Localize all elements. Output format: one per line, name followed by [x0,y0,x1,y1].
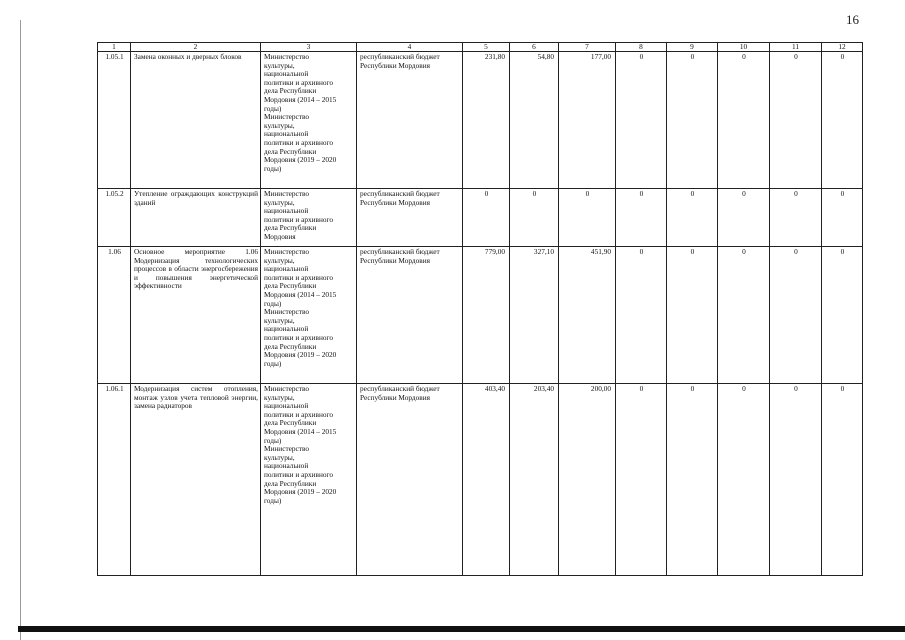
row-value: 0 [667,384,718,576]
executor-line: культуры, [264,452,295,462]
row-value: 0 [616,247,667,384]
executor-line: Мордовия [264,231,296,241]
row-source: республиканский бюджет Республики Мордовия [357,247,463,384]
executor-line: культуры, [264,197,295,207]
row-code: 1.05.2 [98,189,131,247]
row-value: 0 [718,52,770,189]
col-header: 10 [718,43,770,52]
col-header: 12 [822,43,863,52]
row-value: 0 [822,52,863,189]
row-value: 0 [616,52,667,189]
col-header: 9 [667,43,718,52]
executor-line: Министерство [264,112,309,122]
row-executor [261,247,357,384]
row-value: 0 [822,247,863,384]
executor-line: годы) [264,435,282,445]
col-header: 3 [261,43,357,52]
executor-line: политики и архивного [264,409,333,419]
executor-line: национальной [264,324,309,334]
table-row [98,52,863,189]
col-header: 4 [357,43,463,52]
executor-line: политики и архивного [264,214,333,224]
program-table [97,42,863,576]
row-value: 231,80 [463,52,510,189]
executor-line: национальной [264,461,309,471]
executor-line: дела Республики [264,281,317,291]
row-name: Основное мероприятие 1.06 Модернизация технологических процессов в области энергосбережения и повышения энергетической эффективности [131,247,261,384]
executor-line: Министерство [264,444,309,454]
row-name: Модернизация систем отопления, монтаж узлов учета тепловой энергии, замена радиаторов [131,384,261,576]
executor-line: Мордовия (2019 – 2020 [264,350,337,360]
executor-line: годы) [264,103,282,113]
executor-line: политики и архивного [264,77,333,87]
left-margin-line [20,20,21,640]
row-code: 1.05.1 [98,52,131,189]
col-header: 11 [770,43,822,52]
row-source: республиканский бюджет Республики Мордовия [357,384,463,576]
row-source: республиканский бюджет Республики Мордовия [357,189,463,247]
column-number-row [98,43,863,52]
row-value: 0 [667,247,718,384]
row-value: 0 [718,384,770,576]
row-value: 0 [770,189,822,247]
row-value: 203,40 [510,384,559,576]
row-value: 0 [770,384,822,576]
row-value: 0 [667,52,718,189]
executor-line: культуры, [264,392,295,402]
col-header: 2 [131,43,261,52]
executor-line: Мордовия (2019 – 2020 [264,155,337,165]
table-row [98,189,863,247]
executor-line: годы) [264,495,282,505]
executor-line: политики и архивного [264,137,333,147]
executor-line: дела Республики [264,341,317,351]
executor-line: годы) [264,163,282,173]
table-row [98,384,863,576]
executor-line: национальной [264,129,309,139]
executor-line: культуры, [264,60,295,70]
row-executor [261,189,357,247]
row-value: 0 [770,52,822,189]
row-value: 0 [822,189,863,247]
row-code: 1.06.1 [98,384,131,576]
executor-line: дела Республики [264,223,317,233]
row-value: 451,90 [559,247,616,384]
executor-line: политики и архивного [264,469,333,479]
row-value: 0 [616,384,667,576]
col-header: 8 [616,43,667,52]
executor-line: Мордовия (2014 – 2015 [264,289,337,299]
row-source: республиканский бюджет Республики Мордовия [357,52,463,189]
executor-line: политики и архивного [264,272,333,282]
executor-line: Министерство [264,247,309,256]
row-value: 0 [559,189,616,247]
row-code: 1.06 [98,247,131,384]
col-header: 7 [559,43,616,52]
executor-line: годы) [264,358,282,368]
col-header: 6 [510,43,559,52]
row-value: 0 [822,384,863,576]
row-executor [261,52,357,189]
executor-line: национальной [264,401,309,411]
executor-line: культуры, [264,120,295,130]
executor-line: дела Республики [264,418,317,428]
row-value: 0 [616,189,667,247]
row-value: 0 [718,247,770,384]
scan-bottom-edge [18,626,905,632]
executor-line: дела Республики [264,478,317,488]
executor-line: Мордовия (2014 – 2015 [264,94,337,104]
executor-line: политики и архивного [264,332,333,342]
executor-line: Министерство [264,307,309,317]
row-value: 200,00 [559,384,616,576]
row-executor [261,384,357,576]
row-value: 54,80 [510,52,559,189]
executor-line: культуры, [264,315,295,325]
executor-line: Мордовия (2014 – 2015 [264,426,337,436]
executor-line: годы) [264,298,282,308]
executor-line: дела Республики [264,86,317,96]
executor-line: Министерство [264,52,309,61]
row-name: Замена оконных и дверных блоков [131,52,261,189]
row-value: 0 [463,189,510,247]
page-number: 16 [846,12,859,27]
row-value: 403,40 [463,384,510,576]
col-header: 5 [463,43,510,52]
row-value: 0 [667,189,718,247]
executor-line: национальной [264,69,309,79]
row-value: 0 [718,189,770,247]
row-value: 327,10 [510,247,559,384]
executor-line: культуры, [264,255,295,265]
executor-line: дела Республики [264,146,317,156]
executor-line: национальной [264,264,309,274]
row-value: 779,00 [463,247,510,384]
row-name: Утепление ограждающих конструкций зданий [131,189,261,247]
executor-line: Министерство [264,189,309,198]
row-value: 177,00 [559,52,616,189]
row-value: 0 [510,189,559,247]
executor-line: Министерство [264,384,309,393]
table-row [98,247,863,384]
row-value: 0 [770,247,822,384]
col-header: 1 [98,43,131,52]
executor-line: Мордовия (2019 – 2020 [264,487,337,497]
executor-line: национальной [264,206,309,216]
